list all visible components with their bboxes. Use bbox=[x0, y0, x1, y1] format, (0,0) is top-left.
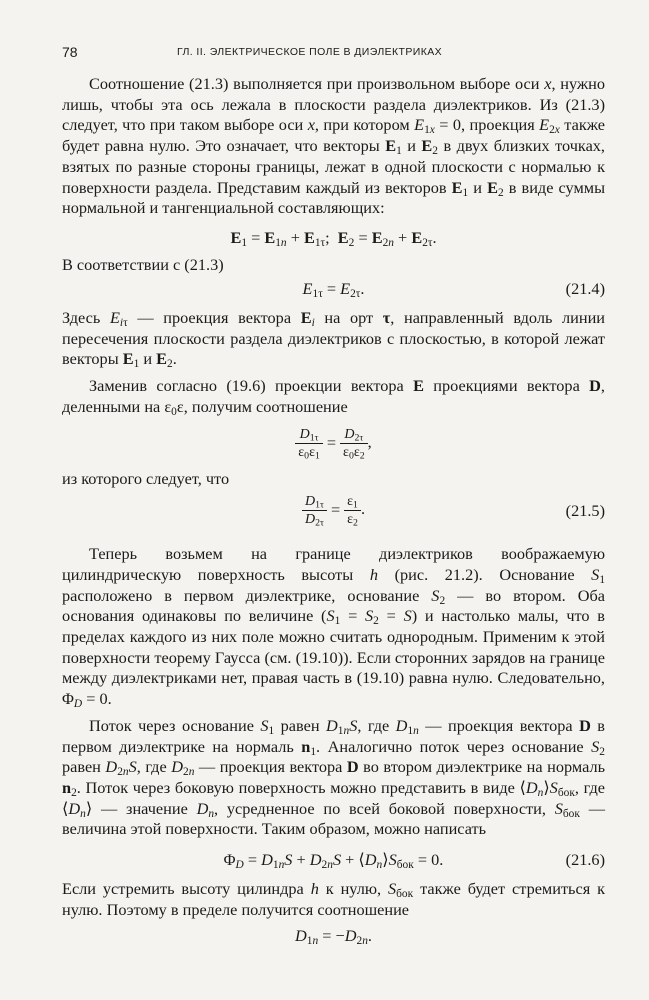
equation-normal-components: $D_{1n} = -D_{2n}$. bbox=[295, 926, 372, 948]
paragraph-5: из которого следует, что bbox=[62, 468, 230, 488]
paragraph-6: Теперь возьмем на границе диэлектриков воображаемую цилиндрическую поверхность высоты h (рис. 21.2). Основание $S_1$ расположено в первом диэлектрике, основание $S_2$ — во втором. Оба основания одинаковы по величине $(S_1 = S_2 = S)$ и настолько малы, что в пределах каждого из них поле можно считать однородным. Применим к этой поверхности теорему Гаусса (см. (19.10)). Если сторонних зарядов на границе между диэлектриками нет, правая часть в (19.10) равна нулю. Следовательно, $\Phi_D = 0$. bbox=[62, 544, 606, 711]
paragraph-8: Если устремить высоту цилиндра h к нулю, $S_{бок}$ также будет стремиться к нулю. Поэтому в пределе получится соотношение bbox=[62, 878, 606, 919]
equation-21-5: $\frac{D_{1\tau}}{D_{2\tau}}$ = $\frac{\varepsilon_1}{\varepsilon_2}$ . (21.5) bbox=[62, 493, 605, 528]
equation-number-21-5: (21.5) bbox=[565, 501, 605, 521]
paragraph-1: Соотношение (21.3) выполняется при произвольном выборе оси x, нужно лишь, чтобы эта ось лежала в плоскости раздела диэлектриков. Из (21.3) следует, что при таком выборе оси x, при котором $E_{1x} = 0$, проекция $E_{2x}$ также будет равна нулю. Это означает, что векторы $E_1$ и $E_2$ в двух близких точках, взятых по разные стороны границы, лежат в одной плоскости с нормалью к поверхности раздела. Представим каждый из векторов $E_1$ и $E_2$ в виде суммы нормальной и тангенциальной составляющих: bbox=[62, 74, 606, 218]
page-body bbox=[62, 74, 605, 947]
page-header bbox=[62, 44, 605, 60]
paragraph-7: Поток через основание $S_1$ равен $D_{1n}S$, где $D_{1n}$ — проекция вектора D в первом диэлектрике на нормаль $n_1$. Аналогично поток через основание $S_2$ равен $D_{2n}S$, где $D_{2n}$ — проекция вектора D во втором диэлектрике на нормаль $n_2$. Поток через боковую поверхность можно представить в виде $⟨D_n⟩S_{бок}$, где $⟨D_n⟩$ — значение $D_n$, усредненное по всей боковой поверхности, $S_{бок}$ — величина этой поверхности. Таким образом, можно написать bbox=[62, 715, 605, 839]
equation-decomposition: $E_1 = E_{1n} + E_{1\tau}$; $E_2 = E_{2n} + E_{2\tau}$. bbox=[230, 227, 437, 249]
equation-d-over-eps: $\frac{D_{1\tau}}{\varepsilon_0\varepsilon_1}$ = $\frac{D_{2\tau}}{\varepsilon_0\varepsilon_2}$ , bbox=[62, 426, 605, 461]
equation-number-21-6: (21.6) bbox=[565, 850, 605, 870]
paragraph-3: Здесь $E_{i\tau}$ — проекция вектора $E_i$ на орт τ, направленный вдоль линии пересечения плоскости раздела диэлектриков с плоскостью, в которой лежат векторы $E_1$ и $E_2$. bbox=[62, 308, 606, 371]
paragraph-4: Заменив согласно (19.6) проекции вектора E проекциями вектора D, деленными на $\varepsilon_0\varepsilon$, получим соотношение bbox=[62, 376, 605, 418]
equation-21-6: $\Phi_D = D_{1n}S + D_{2n}S$ + $⟨D_n⟩S_{бок} = 0$. (21.6) bbox=[223, 850, 605, 871]
paragraph-2: В соответствии с (21.3) bbox=[62, 254, 224, 274]
equation-number-21-4: (21.4) bbox=[565, 279, 605, 299]
running-title: ГЛ. II. ЭЛЕКТРИЧЕСКОЕ ПОЛЕ В ДИЭЛЕКТРИКАХ bbox=[177, 46, 443, 58]
equation-21-4: $E_{1\tau} = E_{2\tau}$. (21.4) bbox=[302, 279, 605, 301]
page-number: 78 bbox=[62, 44, 78, 60]
